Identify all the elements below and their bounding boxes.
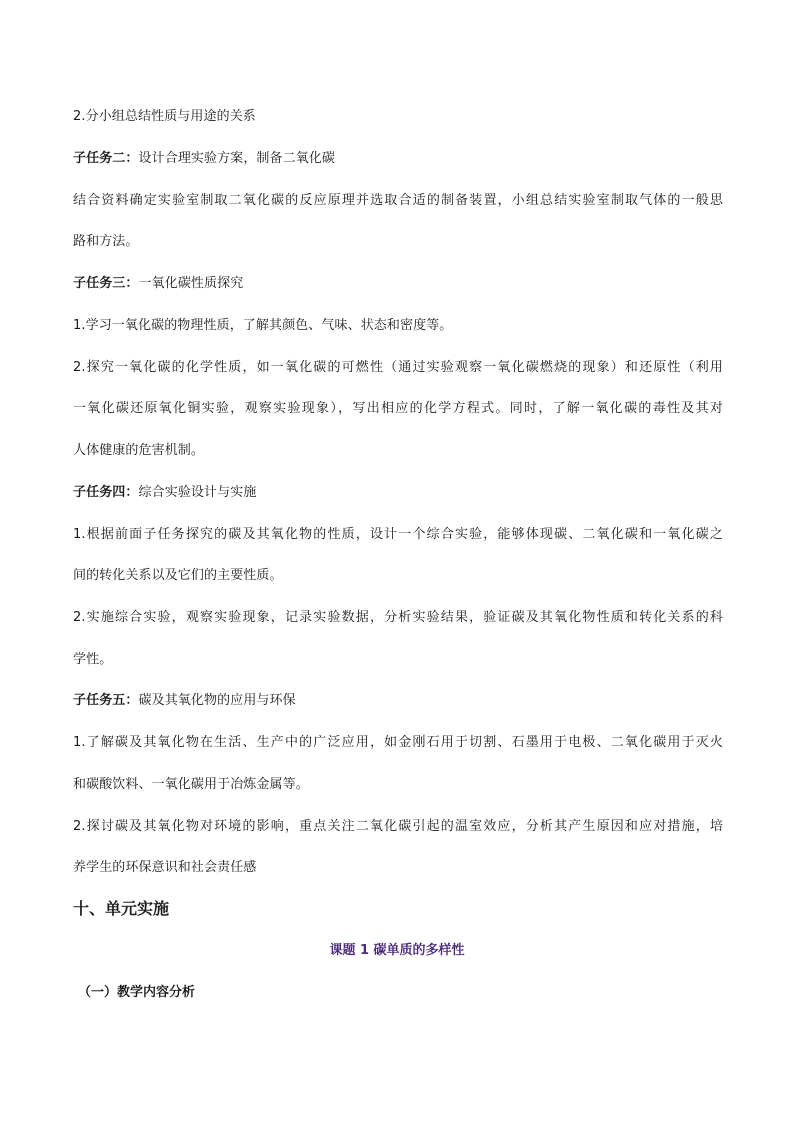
subtask-4-heading [73, 484, 723, 502]
subtask-5-heading [73, 692, 723, 710]
paragraph-line: 2.实施综合实验，观察实验现象，记录实验数据，分析实验结果，验证碳及其氧化物性质和转化关系的科 [73, 610, 723, 625]
paragraph-line: 2.分小组总结性质与用途的关系 [73, 109, 256, 124]
subtask-3-heading [73, 275, 723, 293]
subtask-label: 子任务五： [73, 693, 139, 708]
paragraph-line: 路和方法。 [73, 234, 139, 249]
subtask-label: 子任务三： [73, 276, 139, 291]
paragraph-line: 1.根据前面子任务探究的碳及其氧化物的性质，设计一个综合实验，能够体现碳、二氧化碳和一氧化碳之 [73, 527, 723, 542]
paragraph-line: 1.了解碳及其氧化物在生活、生产中的广泛应用，如金刚石用于切割、石墨用于电极、二氧化碳用于灭火 [73, 735, 723, 750]
subtask-text: 一氧化碳性质探究 [138, 276, 244, 291]
paragraph-line: 人体健康的危害机制。 [73, 443, 205, 458]
paragraph-line: 和碳酸饮料、一氧化碳用于冶炼金属等。 [73, 777, 309, 792]
subtask-text: 碳及其氧化物的应用与环保 [138, 693, 296, 708]
paragraph-line: 1.学习一氧化碳的物理性质，了解其颜色、气味、状态和密度等。 [73, 318, 453, 333]
paragraph-line: 养学生的环保意识和社会责任感 [73, 860, 257, 875]
paragraph-line: 2.探究一氧化碳的化学性质，如一氧化碳的可燃性（通过实验观察一氧化碳燃烧的现象）和还原性（利用 [73, 360, 723, 375]
section-heading: 十、单元实施 [73, 899, 170, 918]
subtask-2-heading [73, 150, 723, 168]
paragraph-line: 学性。 [73, 652, 113, 667]
subtask-label: 子任务二： [73, 151, 139, 166]
subtask-text: 设计合理实验方案，制备二氧化碳 [138, 151, 336, 166]
subtask-label: 子任务四： [73, 485, 139, 500]
paragraph-line: 2.探讨碳及其氧化物对环境的影响，重点关注二氧化碳引起的温室效应，分析其产生原因和应对措施，培 [73, 819, 723, 834]
sub-heading: （一）教学内容分析 [78, 985, 196, 1000]
subtask-text: 综合实验设计与实施 [138, 485, 257, 500]
paragraph-line: 结合资料确定实验室制取二氧化碳的反应原理并选取合适的制备装置，小组总结实验室制取气体的一般思 [73, 193, 723, 208]
lesson-title: 课题 1 碳单质的多样性 [329, 943, 465, 958]
paragraph-line: 一氧化碳还原氧化铜实验，观察实验现象），写出相应的化学方程式。同时，了解一氧化碳的毒性及其对 [73, 401, 723, 416]
paragraph-line: 间的转化关系以及它们的主要性质。 [73, 568, 283, 583]
